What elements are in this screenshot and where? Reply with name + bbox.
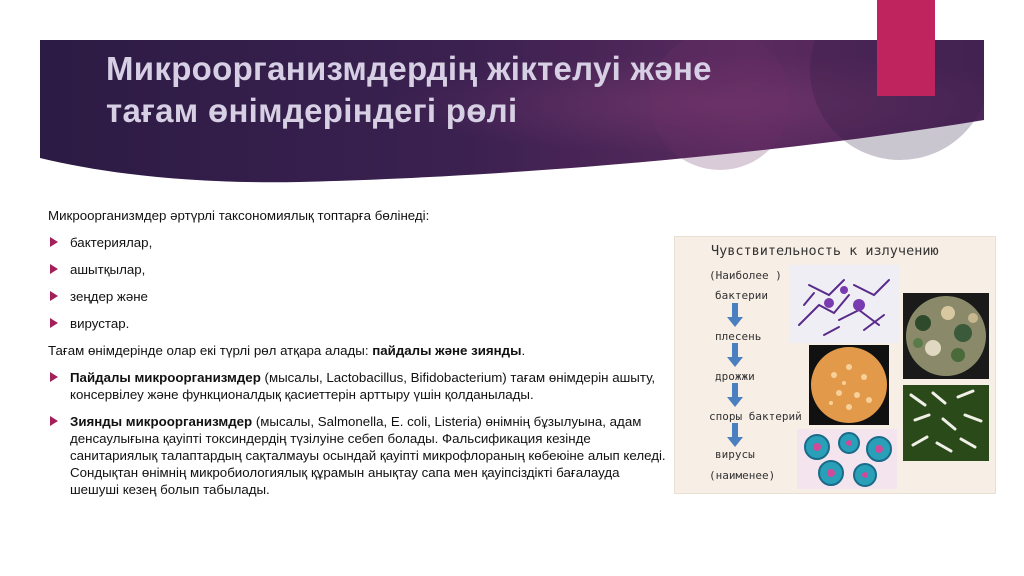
roles-emphasis: пайдалы және зиянды xyxy=(372,343,522,358)
bullet-arrow-icon xyxy=(50,291,58,301)
figure-top-note: (Наиболее ) xyxy=(709,269,782,282)
radiation-sensitivity-figure xyxy=(674,236,996,494)
level-spores: споры бактерий xyxy=(709,410,802,423)
title-line-2: тағам өнімдеріндегі рөлі xyxy=(106,92,518,129)
bullet-arrow-icon xyxy=(50,264,58,274)
accent-bar xyxy=(877,0,935,96)
bullet-arrow-icon xyxy=(50,237,58,247)
title-line-1: Микроорганизмдердің жіктелуі және xyxy=(106,50,712,87)
level-mold: плесень xyxy=(715,330,762,343)
harmful-heading: Зиянды микроорганизмдер xyxy=(70,414,253,429)
list-item-yeasts xyxy=(48,261,668,278)
rod-bacteria-photo xyxy=(903,385,989,461)
list-item-molds xyxy=(48,288,668,305)
yeast-colony-photo xyxy=(809,345,889,425)
list-item-label: бактериялар, xyxy=(70,235,153,250)
harmful-text: (мысалы, Salmonella, E. coli, Listeria) өнімнің бұзылуына, адам денсаулығына қауіпті токсиндердің түзілуіне себеп болады. Фальсификация кезінде санитариялық талаптардың сақталмауы осындай қауіпті микрофлораның көбеюіне алып келеді. Сондықтан өнімнің микробиологиялық құрамын анықтау сапа мен қауіпсіздікті бағалауда шешуші кезең болып табылады. xyxy=(70,414,666,497)
list-item-harmful xyxy=(48,413,668,498)
figure-title: Чувствительность к излучению xyxy=(711,243,939,259)
roles-end: . xyxy=(521,343,526,358)
virus-photo xyxy=(797,429,897,489)
intro-text: Микроорганизмдер әртүрлі таксономиялық топтарға бөлінеді: xyxy=(48,208,430,223)
bullet-arrow-icon xyxy=(50,372,58,382)
list-item-label: вирустар. xyxy=(70,316,130,331)
slide-title xyxy=(106,48,866,132)
mold-petri-photo xyxy=(903,293,989,379)
list-item-label: ашытқылар, xyxy=(70,262,146,277)
list-item-bacteria xyxy=(48,234,668,251)
bacteria-photo xyxy=(789,265,899,343)
roles-text xyxy=(48,342,668,359)
figure-bottom-note: (наименее) xyxy=(709,469,776,482)
level-yeast: дрожжи xyxy=(715,370,755,383)
beneficial-text: (мысалы, Lactobacillus, Bifidobacterium) тағам өнімдерін ашыту, консервілеу және функционалдық қасиеттерін арттыру үшін қолданылады. xyxy=(70,370,656,402)
list-item-label: зеңдер және xyxy=(70,289,148,304)
arrow-down-icon xyxy=(725,303,745,453)
level-viruses: вирусы xyxy=(715,448,755,461)
beneficial-heading: Пайдалы микроорганизмдер xyxy=(70,370,261,385)
list-item-beneficial xyxy=(48,369,668,403)
roles-lead: Тағам өнімдерінде олар екі түрлі рөл атқара алады: xyxy=(48,343,373,358)
bullet-arrow-icon xyxy=(50,416,58,426)
slide-body xyxy=(48,207,668,508)
bullet-arrow-icon xyxy=(50,318,58,328)
level-bacteria: бактерии xyxy=(715,289,768,302)
list-item-viruses xyxy=(48,315,668,332)
